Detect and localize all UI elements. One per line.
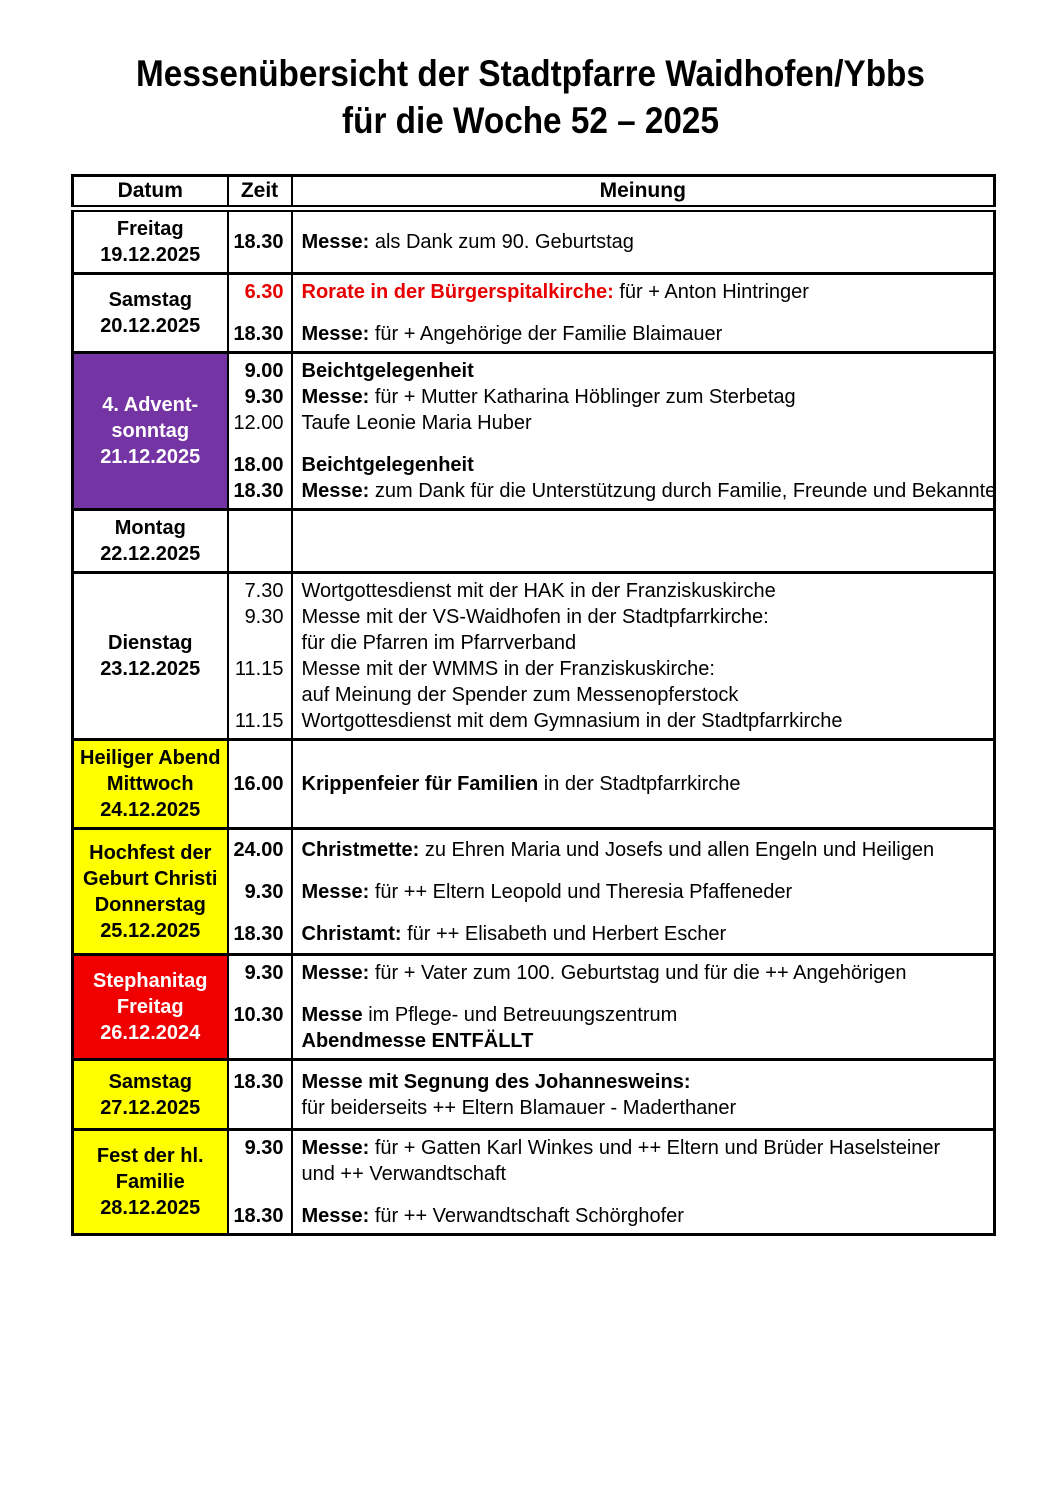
time-value bbox=[229, 1161, 284, 1187]
date-cell bbox=[73, 510, 228, 573]
date-cell bbox=[73, 1130, 228, 1235]
time-value: 18.30 bbox=[233, 922, 284, 945]
entry-segment: für ++ Verwandtschaft Schörghofer bbox=[369, 1205, 684, 1227]
time-value: 18.30 bbox=[233, 1070, 284, 1093]
intention-cell bbox=[292, 1130, 995, 1235]
title-line-2: für die Woche 52 – 2025 bbox=[342, 100, 719, 141]
time-value: 9.30 bbox=[244, 386, 284, 408]
time-value: 6.30 bbox=[244, 281, 284, 303]
time-value: 9.30 bbox=[244, 962, 284, 984]
entry-text bbox=[302, 229, 986, 255]
table-row bbox=[73, 1060, 995, 1130]
entry-segment: für + Angehörige der Familie Blaimauer bbox=[369, 323, 723, 345]
entry-segment: als Dank zum 90. Geburtstag bbox=[369, 231, 634, 253]
date-line: 23.12.2025 bbox=[100, 658, 201, 680]
intention-cell bbox=[292, 955, 995, 1060]
entry-segment: für beiderseits ++ Eltern Blamauer - Maderthaner bbox=[301, 1096, 737, 1119]
time-value: 10.30 bbox=[233, 1004, 284, 1026]
time-value: 16.00 bbox=[233, 773, 284, 795]
date-line: Freitag bbox=[116, 218, 184, 240]
entry-segment: Abendmesse ENTFÄLLT bbox=[301, 1030, 534, 1052]
title-line-1: Messenübersicht der Stadtpfarre Waidhofen/Ybbs bbox=[136, 53, 925, 94]
entry-segment: Messe: bbox=[301, 880, 370, 903]
entry-text bbox=[302, 682, 986, 708]
entry-text bbox=[302, 1161, 986, 1187]
entry-segment: Messe: bbox=[301, 962, 370, 984]
entry-text bbox=[302, 1095, 986, 1121]
date-line: 25.12.2025 bbox=[100, 919, 201, 942]
entry-text bbox=[302, 921, 986, 947]
entry-segment: Messe: bbox=[301, 1137, 370, 1159]
entry-text bbox=[302, 358, 986, 384]
document-title bbox=[0, 50, 1061, 144]
date-cell bbox=[73, 209, 228, 274]
intention-cell bbox=[292, 573, 995, 740]
time-value: 18.30 bbox=[233, 231, 284, 253]
date-line: sonntag bbox=[111, 420, 190, 442]
entry-text bbox=[301, 478, 997, 504]
date-line: 4. Advent- bbox=[102, 394, 199, 416]
table-row bbox=[73, 829, 995, 955]
time-value: 18.30 bbox=[233, 480, 284, 502]
intention-cell bbox=[292, 1060, 995, 1130]
entry-segment: Messe: bbox=[301, 323, 370, 345]
date-cell bbox=[73, 274, 228, 353]
schedule-body bbox=[73, 209, 995, 1235]
date-line: 27.12.2025 bbox=[100, 1096, 201, 1119]
entry-text bbox=[302, 1069, 986, 1095]
entry-segment: zum Dank für die Unterstützung durch Familie, Freunde und Bekannte bbox=[369, 480, 997, 502]
date-cell bbox=[73, 1060, 228, 1130]
time-cell bbox=[228, 1130, 292, 1235]
date-line: Heiliger Abend bbox=[80, 747, 221, 769]
table-row bbox=[73, 510, 995, 573]
entry-segment: Messe: bbox=[301, 231, 370, 253]
time-cell bbox=[228, 1060, 292, 1130]
entry-text bbox=[302, 452, 986, 478]
time-value: 9.30 bbox=[244, 606, 284, 628]
entry-segment: Krippenfeier für Familien bbox=[301, 773, 539, 795]
time-cell bbox=[228, 955, 292, 1060]
time-value: 18.30 bbox=[233, 323, 284, 345]
table-row bbox=[73, 353, 995, 510]
date-line: Montag bbox=[114, 517, 186, 539]
date-line: Donnerstag bbox=[94, 893, 206, 916]
entry-segment: für + Mutter Katharina Höblinger zum Sterbetag bbox=[369, 386, 796, 408]
entry-segment: Messe mit Segnung des Johannesweins: bbox=[301, 1070, 691, 1093]
time-cell bbox=[228, 353, 292, 510]
intention-cell bbox=[292, 829, 995, 955]
entry-text bbox=[302, 656, 986, 682]
mass-schedule-table bbox=[71, 174, 996, 1236]
time-cell bbox=[228, 740, 292, 829]
entry-segment: Beichtgelegenheit bbox=[301, 454, 474, 476]
entry-segment: Wortgottesdienst mit dem Gymnasium in der Stadtpfarrkirche bbox=[301, 710, 843, 732]
table-row bbox=[73, 955, 995, 1060]
entry-segment: für + Gatten Karl Winkes und ++ Eltern und Brüder Haselsteiner bbox=[369, 1137, 941, 1159]
date-line: Freitag bbox=[116, 996, 184, 1018]
entry-segment: für + Anton Hintringer bbox=[613, 281, 809, 303]
column-header-meinung: Meinung bbox=[292, 176, 995, 209]
entry-text bbox=[302, 630, 986, 656]
time-value bbox=[229, 1095, 284, 1121]
entry-segment: für + Vater zum 100. Geburtstag und für die ++ Angehörigen bbox=[369, 962, 907, 984]
table-row bbox=[73, 573, 995, 740]
entry-text bbox=[302, 578, 986, 604]
date-line: Geburt Christi bbox=[83, 867, 218, 890]
date-cell bbox=[73, 573, 228, 740]
entry-segment: zu Ehren Maria und Josefs und allen Engeln und Heiligen bbox=[419, 838, 935, 861]
entry-text bbox=[302, 1002, 986, 1028]
date-cell bbox=[73, 740, 228, 829]
date-cell bbox=[73, 353, 228, 510]
entry-text bbox=[302, 771, 986, 797]
entry-segment: Messe mit der VS-Waidhofen in der Stadtpfarrkirche: bbox=[301, 606, 769, 628]
time-value: 9.30 bbox=[244, 1137, 284, 1159]
entry-segment: Messe bbox=[301, 1004, 363, 1026]
entry-text bbox=[302, 279, 986, 305]
date-line: 21.12.2025 bbox=[100, 446, 201, 468]
entry-segment: im Pflege- und Betreuungszentrum bbox=[362, 1004, 678, 1026]
entry-segment: Beichtgelegenheit bbox=[301, 360, 474, 382]
time-value: 18.00 bbox=[233, 454, 284, 476]
date-line: Familie bbox=[115, 1171, 185, 1193]
entry-segment: für ++ Eltern Leopold und Theresia Pfaffeneder bbox=[369, 880, 793, 903]
entry-text bbox=[302, 410, 986, 436]
time-value bbox=[229, 630, 284, 656]
entry-segment: Wortgottesdienst mit der HAK in der Franziskuskirche bbox=[301, 580, 776, 602]
time-value: 11.15 bbox=[234, 658, 284, 680]
entry-segment: in der Stadtpfarrkirche bbox=[538, 773, 741, 795]
entry-segment: auf Meinung der Spender zum Messenopferstock bbox=[301, 684, 739, 706]
table-row bbox=[73, 274, 995, 353]
intention-cell bbox=[292, 510, 995, 573]
table-row bbox=[73, 209, 995, 274]
entry-segment: Messe: bbox=[301, 386, 370, 408]
entry-segment: Christamt: bbox=[301, 922, 402, 945]
entry-segment: Christmette: bbox=[301, 838, 420, 861]
date-line: Stephanitag bbox=[93, 970, 208, 992]
entry-text bbox=[302, 837, 986, 863]
time-value bbox=[229, 1028, 284, 1054]
time-cell bbox=[228, 274, 292, 353]
intention-cell bbox=[292, 740, 995, 829]
entry-text bbox=[302, 604, 986, 630]
time-value: 24.00 bbox=[233, 838, 284, 861]
entry-segment: Rorate in der Bürgerspitalkirche: bbox=[301, 281, 614, 303]
entry-segment: Messe: bbox=[301, 480, 370, 502]
entry-text bbox=[302, 1028, 986, 1054]
header-row bbox=[73, 176, 995, 209]
time-value: 9.30 bbox=[244, 880, 284, 903]
date-cell bbox=[73, 955, 228, 1060]
entry-text bbox=[302, 321, 986, 347]
time-cell bbox=[228, 829, 292, 955]
time-value: 12.00 bbox=[233, 412, 284, 434]
time-value: 11.15 bbox=[234, 710, 284, 732]
date-line: 24.12.2025 bbox=[100, 799, 201, 821]
column-header-datum: Datum bbox=[73, 176, 228, 209]
time-cell bbox=[228, 573, 292, 740]
entry-text bbox=[302, 1135, 986, 1161]
entry-text bbox=[302, 384, 986, 410]
intention-cell bbox=[292, 353, 995, 510]
table-header bbox=[73, 176, 995, 209]
entry-text bbox=[302, 960, 986, 986]
entry-segment: für die Pfarren im Pfarrverband bbox=[301, 632, 577, 654]
time-value: 18.30 bbox=[233, 1205, 284, 1227]
entry-text bbox=[302, 1203, 986, 1229]
date-line: Hochfest der bbox=[89, 841, 212, 864]
date-line: Dienstag bbox=[108, 632, 193, 654]
entry-segment: Messe: bbox=[301, 1205, 370, 1227]
entry-text bbox=[302, 708, 986, 734]
entry-segment: für ++ Elisabeth und Herbert Escher bbox=[401, 922, 727, 945]
intention-cell bbox=[292, 274, 995, 353]
intention-cell bbox=[292, 209, 995, 274]
entry-segment: Taufe Leonie Maria Huber bbox=[301, 412, 532, 434]
date-line: 22.12.2025 bbox=[100, 543, 201, 565]
date-line: Samstag bbox=[108, 289, 192, 311]
time-value: 7.30 bbox=[244, 580, 284, 602]
date-line: Fest der hl. bbox=[96, 1145, 204, 1167]
date-cell bbox=[73, 829, 228, 955]
column-header-zeit: Zeit bbox=[228, 176, 292, 209]
date-line: 20.12.2025 bbox=[100, 315, 201, 337]
date-line: 28.12.2025 bbox=[100, 1197, 201, 1219]
entry-segment: und ++ Verwandtschaft bbox=[301, 1163, 507, 1185]
time-cell bbox=[228, 510, 292, 573]
date-line: 26.12.2024 bbox=[100, 1022, 201, 1044]
time-value bbox=[229, 682, 284, 708]
date-line: Samstag bbox=[108, 1070, 192, 1093]
table-row bbox=[73, 740, 995, 829]
date-line: 19.12.2025 bbox=[100, 244, 201, 266]
time-value: 9.00 bbox=[244, 360, 284, 382]
time-cell bbox=[228, 209, 292, 274]
entry-segment: Messe mit der WMMS in der Franziskuskirche: bbox=[301, 658, 715, 680]
entry-text bbox=[302, 879, 986, 905]
table-row bbox=[73, 1130, 995, 1235]
date-line: Mittwoch bbox=[106, 773, 194, 795]
